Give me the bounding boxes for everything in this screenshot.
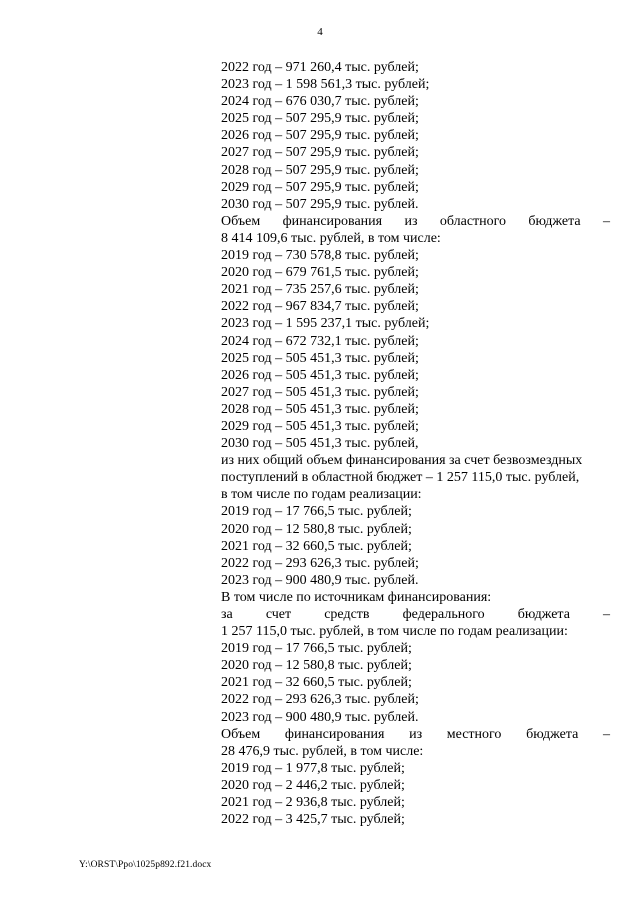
text-line: 2023 год – 900 480,9 тыс. рублей. [221,572,419,588]
text-line: 2023 год – 1 595 237,1 тыс. рублей; [221,316,430,332]
text-line: 2019 год – 17 766,5 тыс. рублей; [221,504,412,520]
word: средств [324,607,370,622]
word: бюджета [517,607,570,622]
text-line: 2026 год – 505 451,3 тыс. рублей; [221,367,419,383]
word: за [221,607,233,622]
text-line: 2024 год – 676 030,7 тыс. рублей; [221,94,419,110]
text-line: 2029 год – 505 451,3 тыс. рублей; [221,418,419,434]
text-line: 2020 год – 679 761,5 тыс. рублей; [221,265,419,281]
text-line: 2020 год – 2 446,2 тыс. рублей; [221,777,405,793]
text-line: 2021 год – 2 936,8 тыс. рублей; [221,795,405,811]
word: Объем [221,213,261,229]
text-line: 2022 год – 967 834,7 тыс. рублей; [221,299,419,315]
document-body [221,59,610,828]
text-line: 2019 год – 17 766,5 тыс. рублей; [221,641,412,657]
text-line: 2027 год – 505 451,3 тыс. рублей; [221,384,419,400]
text-line: 8 414 109,6 тыс. рублей, в том числе: [221,230,441,246]
text-line: поступлений в областной бюджет – 1 257 115,0 тыс. рублей, [221,470,580,486]
justified-line [221,213,610,230]
text-line: 2020 год – 12 580,8 тыс. рублей; [221,521,412,537]
word: бюджета [528,213,581,229]
text-line: 2030 год – 507 295,9 тыс. рублей. [221,196,419,212]
word: финансирования [282,213,383,229]
word: счет [265,607,292,622]
text-line: 2024 год – 672 732,1 тыс. рублей; [221,333,419,349]
text-line: 2023 год – 900 480,9 тыс. рублей. [221,709,419,725]
word: местного [446,726,502,742]
word: из [404,213,418,229]
footer-file-path: Y:\ORST\Ppo\1025p892.f21.docx [79,860,212,870]
word: финансирования [284,726,385,742]
text-line: 2020 год – 12 580,8 тыс. рублей; [221,658,412,674]
word: федерального [402,607,485,622]
word: – [602,726,610,742]
word: – [603,607,610,622]
word: областного [439,213,507,229]
text-line: 2026 год – 507 295,9 тыс. рублей; [221,128,419,144]
text-line: 2025 год – 505 451,3 тыс. рублей; [221,350,419,366]
word: – [602,213,610,229]
text-line: 2025 год – 507 295,9 тыс. рублей; [221,111,419,127]
text-line: 28 476,9 тыс. рублей, в том числе: [221,743,424,759]
text-line: 2028 год – 505 451,3 тыс. рублей; [221,401,419,417]
text-line: 2027 год – 507 295,9 тыс. рублей; [221,145,419,161]
text-line: 2021 год – 735 257,6 тыс. рублей; [221,282,419,298]
text-line: 2030 год – 505 451,3 тыс. рублей, [221,436,419,452]
text-line: 2022 год – 293 626,3 тыс. рублей; [221,692,419,708]
text-line: 2019 год – 730 578,8 тыс. рублей; [221,248,419,264]
text-line: в том числе по годам реализации: [221,487,422,503]
text-line: В том числе по источникам финансирования: [221,589,492,605]
text-line: 2022 год – 3 425,7 тыс. рублей; [221,812,405,828]
text-line: 2029 год – 507 295,9 тыс. рублей; [221,179,419,195]
text-line: 2019 год – 1 977,8 тыс. рублей; [221,760,405,776]
page-number: 4 [317,26,323,38]
text-line: 2021 год – 32 660,5 тыс. рублей; [221,675,412,691]
text-line: 1 257 115,0 тыс. рублей, в том числе по годам реализации: [221,624,568,640]
text-line: из них общий объем финансирования за счет безвозмездных [221,453,583,469]
text-line: 2028 год – 507 295,9 тыс. рублей; [221,162,419,178]
text-line: 2023 год – 1 598 561,3 тыс. рублей; [221,77,430,93]
word: из [409,726,423,742]
text-line: 2022 год – 971 260,4 тыс. рублей; [221,60,419,75]
justified-line [221,726,610,743]
text-line: 2022 год – 293 626,3 тыс. рублей; [221,555,419,571]
justified-line [221,606,610,623]
word: Объем [221,726,261,742]
text-line: 2021 год – 32 660,5 тыс. рублей; [221,538,412,554]
word: бюджета [526,726,579,742]
